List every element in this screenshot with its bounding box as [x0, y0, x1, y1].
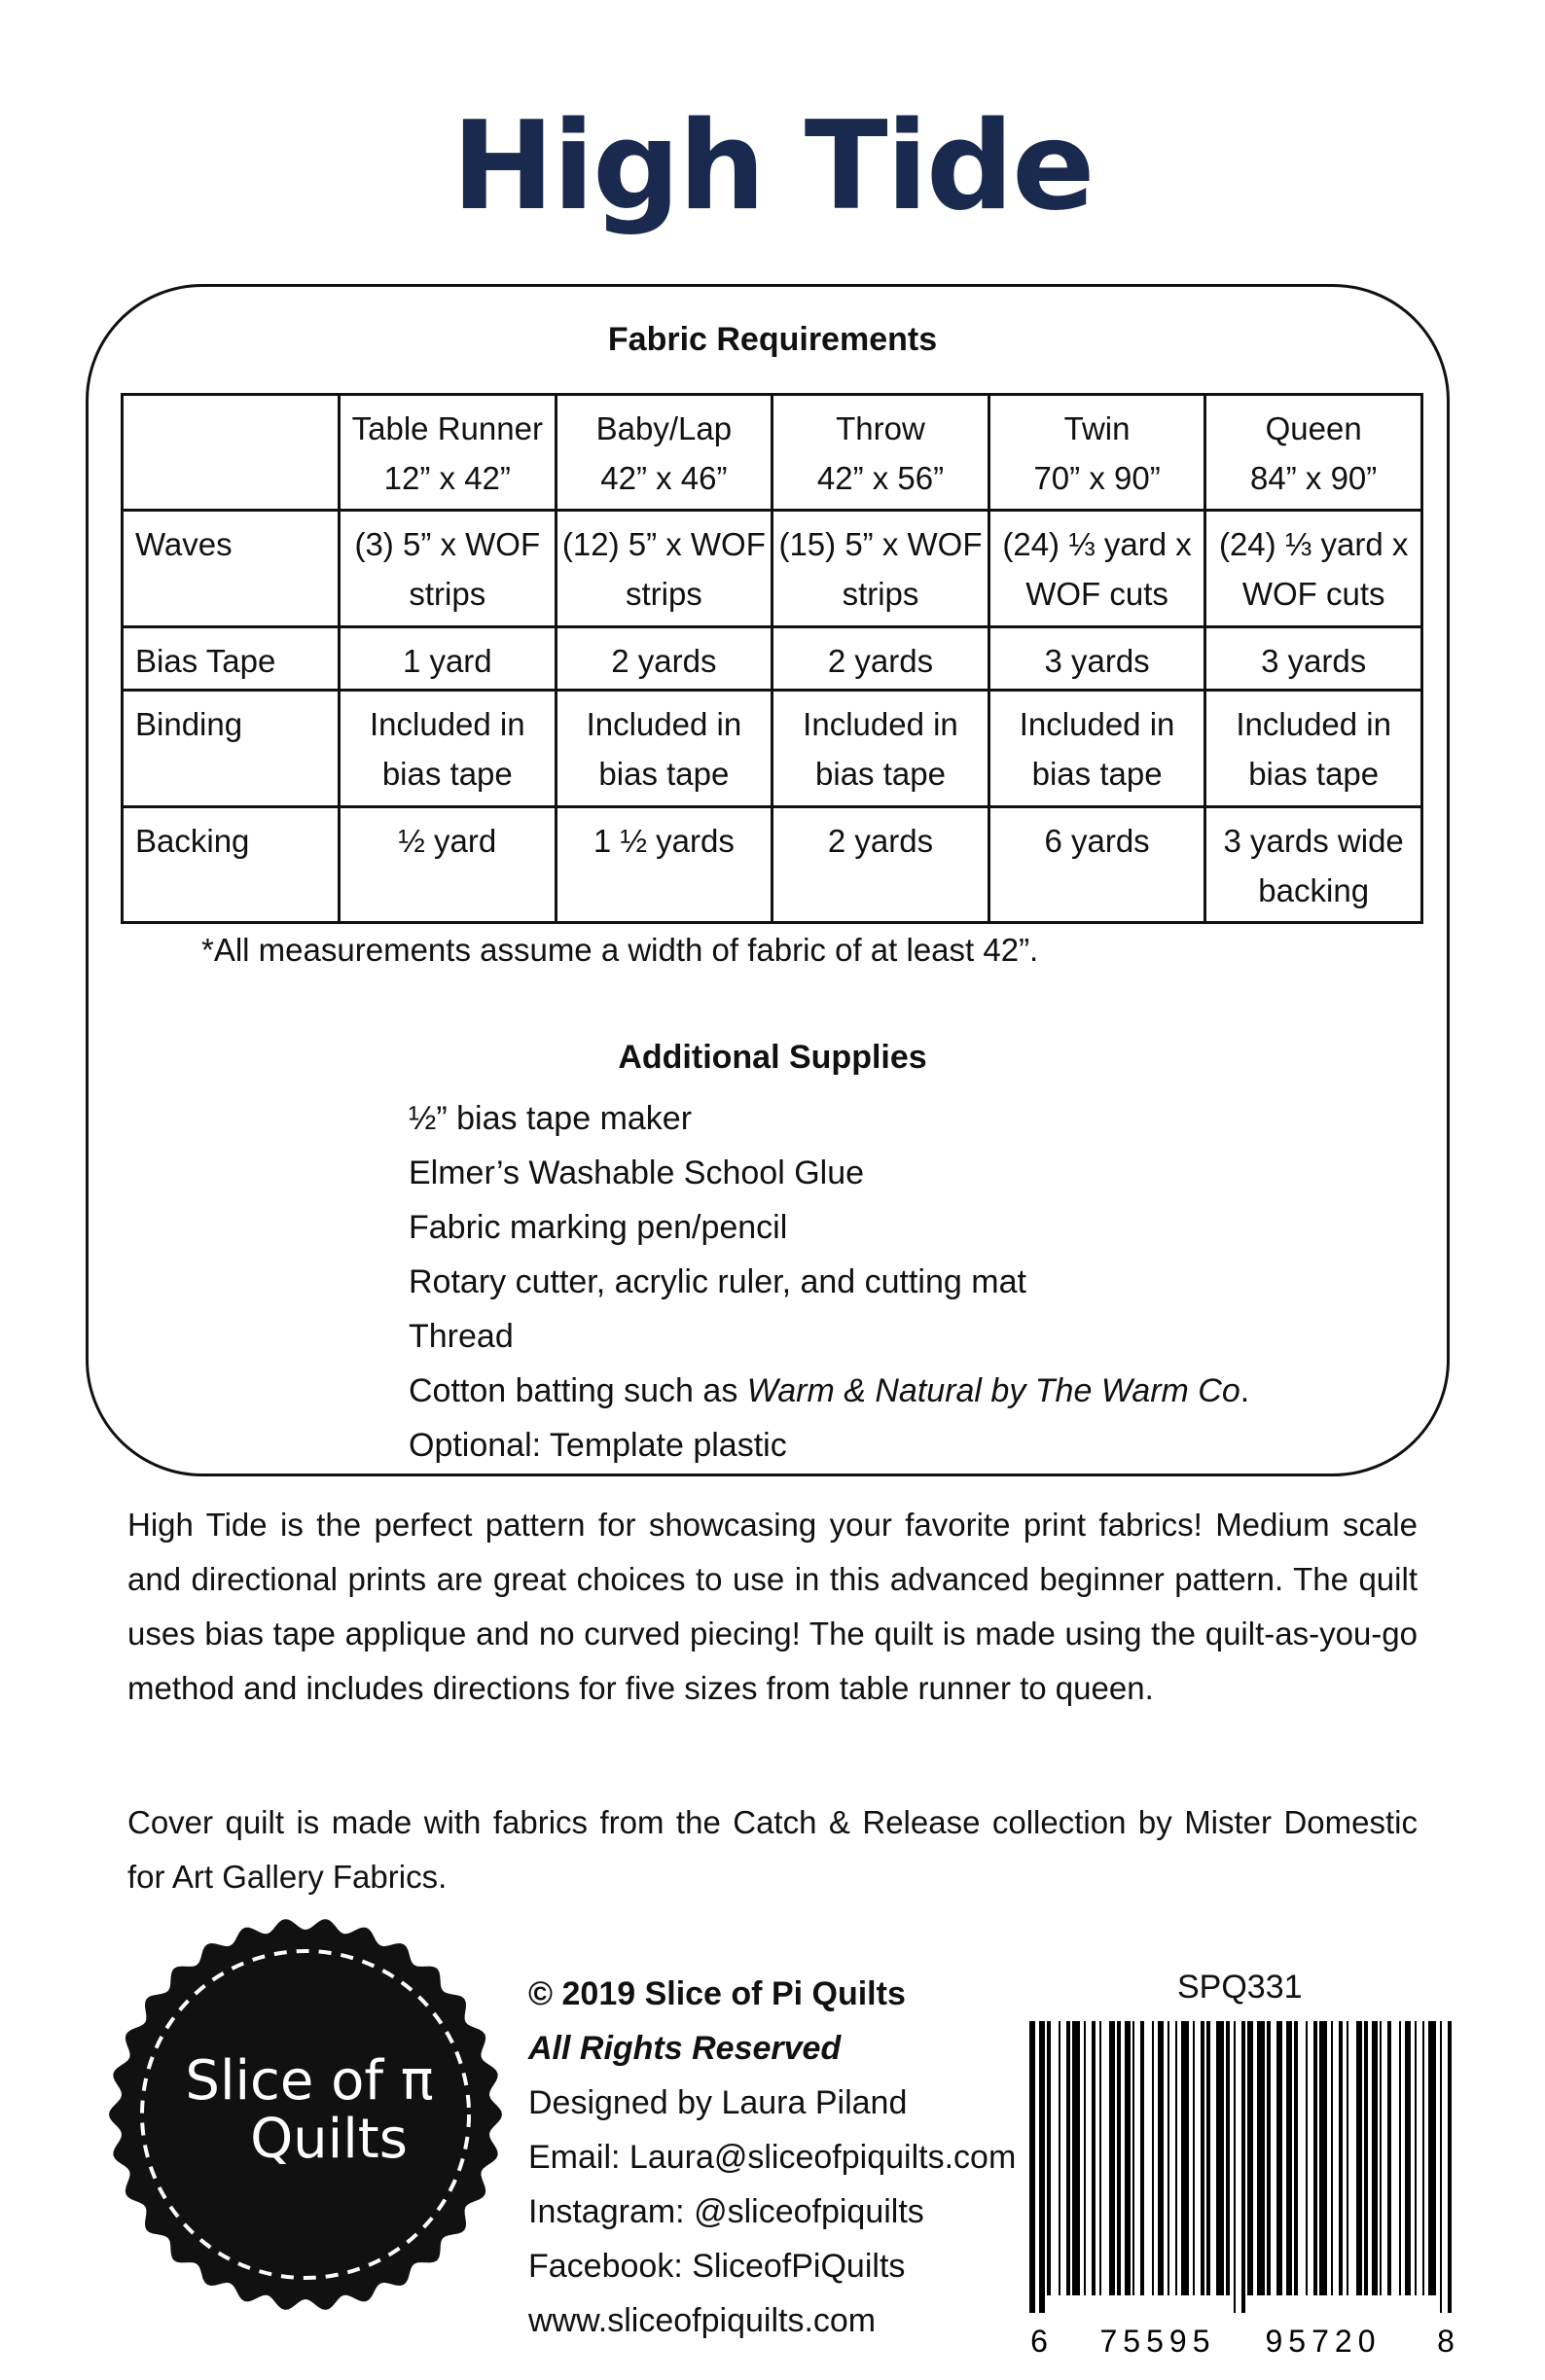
- barcode-bar: [1294, 2021, 1298, 2295]
- barcode-bar: [1372, 2021, 1378, 2295]
- barcode-bar: [1109, 2021, 1115, 2295]
- table-row: [123, 806, 1422, 922]
- barcode-bar: [1072, 2021, 1080, 2295]
- barcode-bar: [1234, 2021, 1236, 2313]
- list-item: ½” bias tape maker: [409, 1100, 693, 1137]
- logo-text-line1: Slice of π: [185, 2049, 434, 2113]
- barcode-bars: [1029, 2021, 1452, 2313]
- barcode-bar: [1428, 2021, 1436, 2295]
- barcode-group-left: 75595: [1099, 2324, 1216, 2358]
- barcode-bar: [1306, 2021, 1308, 2295]
- table-cell: Included in bias tape: [772, 691, 989, 806]
- barcode-bar: [1356, 2021, 1362, 2295]
- designer-text: Designed by Laura Piland: [528, 2084, 908, 2121]
- row-label: Waves: [123, 511, 340, 626]
- table-cell: Included in bias tape: [556, 691, 772, 806]
- list-item: Elmer’s Washable School Glue: [409, 1154, 865, 1191]
- barcode-bar: [1405, 2021, 1411, 2295]
- table-cell: (24) ⅓ yard x WOF cuts: [1205, 511, 1422, 626]
- table-cell: 1 ½ yards: [556, 806, 772, 922]
- instagram-text: Instagram: @sliceofpiquilts: [528, 2193, 924, 2230]
- row-label: Binding: [123, 691, 340, 806]
- barcode-bar: [1415, 2021, 1417, 2295]
- table-cell: 3 yards wide backing: [1205, 806, 1422, 922]
- fabric-requirements-table: [121, 393, 1423, 924]
- table-cell: 2 yards: [772, 626, 989, 690]
- barcode-digit-last: 8: [1437, 2324, 1455, 2358]
- batting-prefix: Cotton batting such as: [409, 1372, 747, 1409]
- barcode-bar: [1399, 2021, 1401, 2295]
- cover-note-paragraph: Cover quilt is made with fabrics from the Catch & Release collection by Mister Domestic for Art Gallery Fabrics.: [127, 1804, 1418, 1895]
- row-label: Backing: [123, 806, 340, 922]
- barcode-bar: [1059, 2021, 1060, 2295]
- barcode-bar: [1193, 2021, 1195, 2295]
- table-cell: 2 yards: [556, 626, 772, 690]
- barcode-bar: [1440, 2021, 1442, 2313]
- publisher-info: [528, 1969, 1016, 2350]
- email-text: Email: Laura@sliceofpiquilts.com: [528, 2139, 1017, 2176]
- barcode-bar: [1364, 2021, 1368, 2295]
- barcode-bar: [1422, 2021, 1424, 2295]
- barcode-bar: [1039, 2021, 1045, 2313]
- logo-text-line2: Quilts: [250, 2108, 408, 2171]
- supplies-list: [409, 1093, 1249, 1474]
- barcode-bar: [1152, 2021, 1154, 2295]
- table-cell: (15) 5” x WOF strips: [772, 511, 989, 626]
- barcode-bar: [1313, 2021, 1317, 2295]
- table-cell: Included in bias tape: [988, 691, 1205, 806]
- barcode-bar: [1276, 2021, 1282, 2295]
- sku-label: SPQ331: [1177, 1969, 1303, 2006]
- barcode-group-right: 95720: [1265, 2324, 1382, 2358]
- barcode-bar: [1099, 2021, 1101, 2295]
- barcode-bar: [1339, 2021, 1343, 2295]
- barcode-bar: [1206, 2021, 1210, 2295]
- table-cell: Included in bias tape: [340, 691, 557, 806]
- slice-of-pi-logo: [105, 1914, 506, 2315]
- barcode-bar: [1448, 2021, 1452, 2313]
- barcode-bar: [1092, 2021, 1096, 2295]
- barcode-bar: [1319, 2021, 1327, 2295]
- page-title: High Tide: [451, 94, 1094, 237]
- barcode-bar: [1140, 2021, 1144, 2295]
- table-row: [123, 691, 1422, 806]
- barcode-bar: [1347, 2021, 1348, 2295]
- table-cell: Included in bias tape: [1205, 691, 1422, 806]
- table-cell: 3 yards: [1205, 626, 1422, 690]
- table-cell: (24) ⅓ yard x WOF cuts: [988, 511, 1205, 626]
- upc-barcode: [1022, 2021, 1457, 2358]
- barcode-bar: [1047, 2021, 1051, 2295]
- fabric-requirements-heading: Fabric Requirements: [607, 321, 938, 358]
- barcode-bar: [1226, 2021, 1230, 2295]
- additional-supplies-heading: Additional Supplies: [618, 1039, 927, 1076]
- barcode-bar: [1132, 2021, 1134, 2295]
- description-paragraph: High Tide is the perfect pattern for showcasing your favorite print fabrics! Medium scale and directional prints are great choices to use in this advanced beginner pattern. The quilt uses bias tape applique and no curved piecing! The quilt is made using the quilt-as-you-go method and includes directions for five sizes from table runner to queen.: [127, 1507, 1418, 1706]
- barcode-bar: [1257, 2021, 1265, 2295]
- table-row: [123, 511, 1422, 626]
- table-cell: (12) 5” x WOF strips: [556, 511, 772, 626]
- measurement-note: *All measurements assume a width of fabric of at least 42”.: [201, 932, 1039, 968]
- barcode-bar: [1117, 2021, 1121, 2295]
- barcode-bar: [1168, 2021, 1169, 2295]
- list-item: Fabric marking pen/pencil: [409, 1209, 788, 1246]
- list-item: Rotary cutter, acrylic ruler, and cutting mat: [409, 1263, 1026, 1300]
- barcode-bar: [1175, 2021, 1177, 2295]
- table-cell: 6 yards: [988, 806, 1205, 922]
- column-header: Queen 84” x 90”: [1205, 395, 1422, 511]
- table-cell: 1 yard: [340, 626, 557, 690]
- batting-suffix: .: [1240, 1372, 1250, 1409]
- batting-brand: Warm & Natural by The Warm Co: [746, 1372, 1240, 1409]
- table-cell: ½ yard: [340, 806, 557, 922]
- barcode-bar: [1331, 2021, 1333, 2295]
- list-item: Thread: [409, 1318, 514, 1355]
- list-item: Optional: Template plastic: [409, 1427, 787, 1464]
- barcode-bar: [1125, 2021, 1131, 2295]
- barcode-bar: [1066, 2021, 1070, 2295]
- list-item: [409, 1366, 1249, 1420]
- column-header: Twin 70” x 90”: [988, 395, 1205, 511]
- barcode-bar: [1158, 2021, 1164, 2295]
- facebook-text: Facebook: SliceofPiQuilts: [528, 2248, 906, 2285]
- website-text: www.sliceofpiquilts.com: [528, 2302, 877, 2339]
- barcode-bar: [1029, 2021, 1035, 2313]
- table-corner-cell: [123, 395, 340, 511]
- copyright-text: © 2019 Slice of Pi Quilts: [528, 1975, 906, 2012]
- barcode-bar: [1216, 2021, 1224, 2295]
- column-header: Table Runner 12” x 42”: [340, 395, 557, 511]
- rights-text: All Rights Reserved: [528, 2030, 842, 2067]
- table-cell: (3) 5” x WOF strips: [340, 511, 557, 626]
- barcode-bar: [1084, 2021, 1086, 2295]
- table-cell: 3 yards: [988, 626, 1205, 690]
- barcode-bar: [1201, 2021, 1204, 2295]
- row-label: Bias Tape: [123, 626, 340, 690]
- table-row: [123, 626, 1422, 690]
- table-cell: 2 yards: [772, 806, 989, 922]
- column-header: Throw 42” x 56”: [772, 395, 989, 511]
- barcode-bar: [1387, 2021, 1391, 2295]
- barcode-bar: [1267, 2021, 1271, 2295]
- table-header-row: [123, 395, 1422, 511]
- column-header: Baby/Lap 42” x 46”: [556, 395, 772, 511]
- barcode-bar: [1241, 2021, 1245, 2313]
- barcode-bar: [1380, 2021, 1382, 2295]
- barcode-bar: [1181, 2021, 1189, 2295]
- barcode-bar: [1286, 2021, 1292, 2295]
- barcode-digit-first: 6: [1030, 2324, 1048, 2358]
- barcode-bar: [1247, 2021, 1253, 2295]
